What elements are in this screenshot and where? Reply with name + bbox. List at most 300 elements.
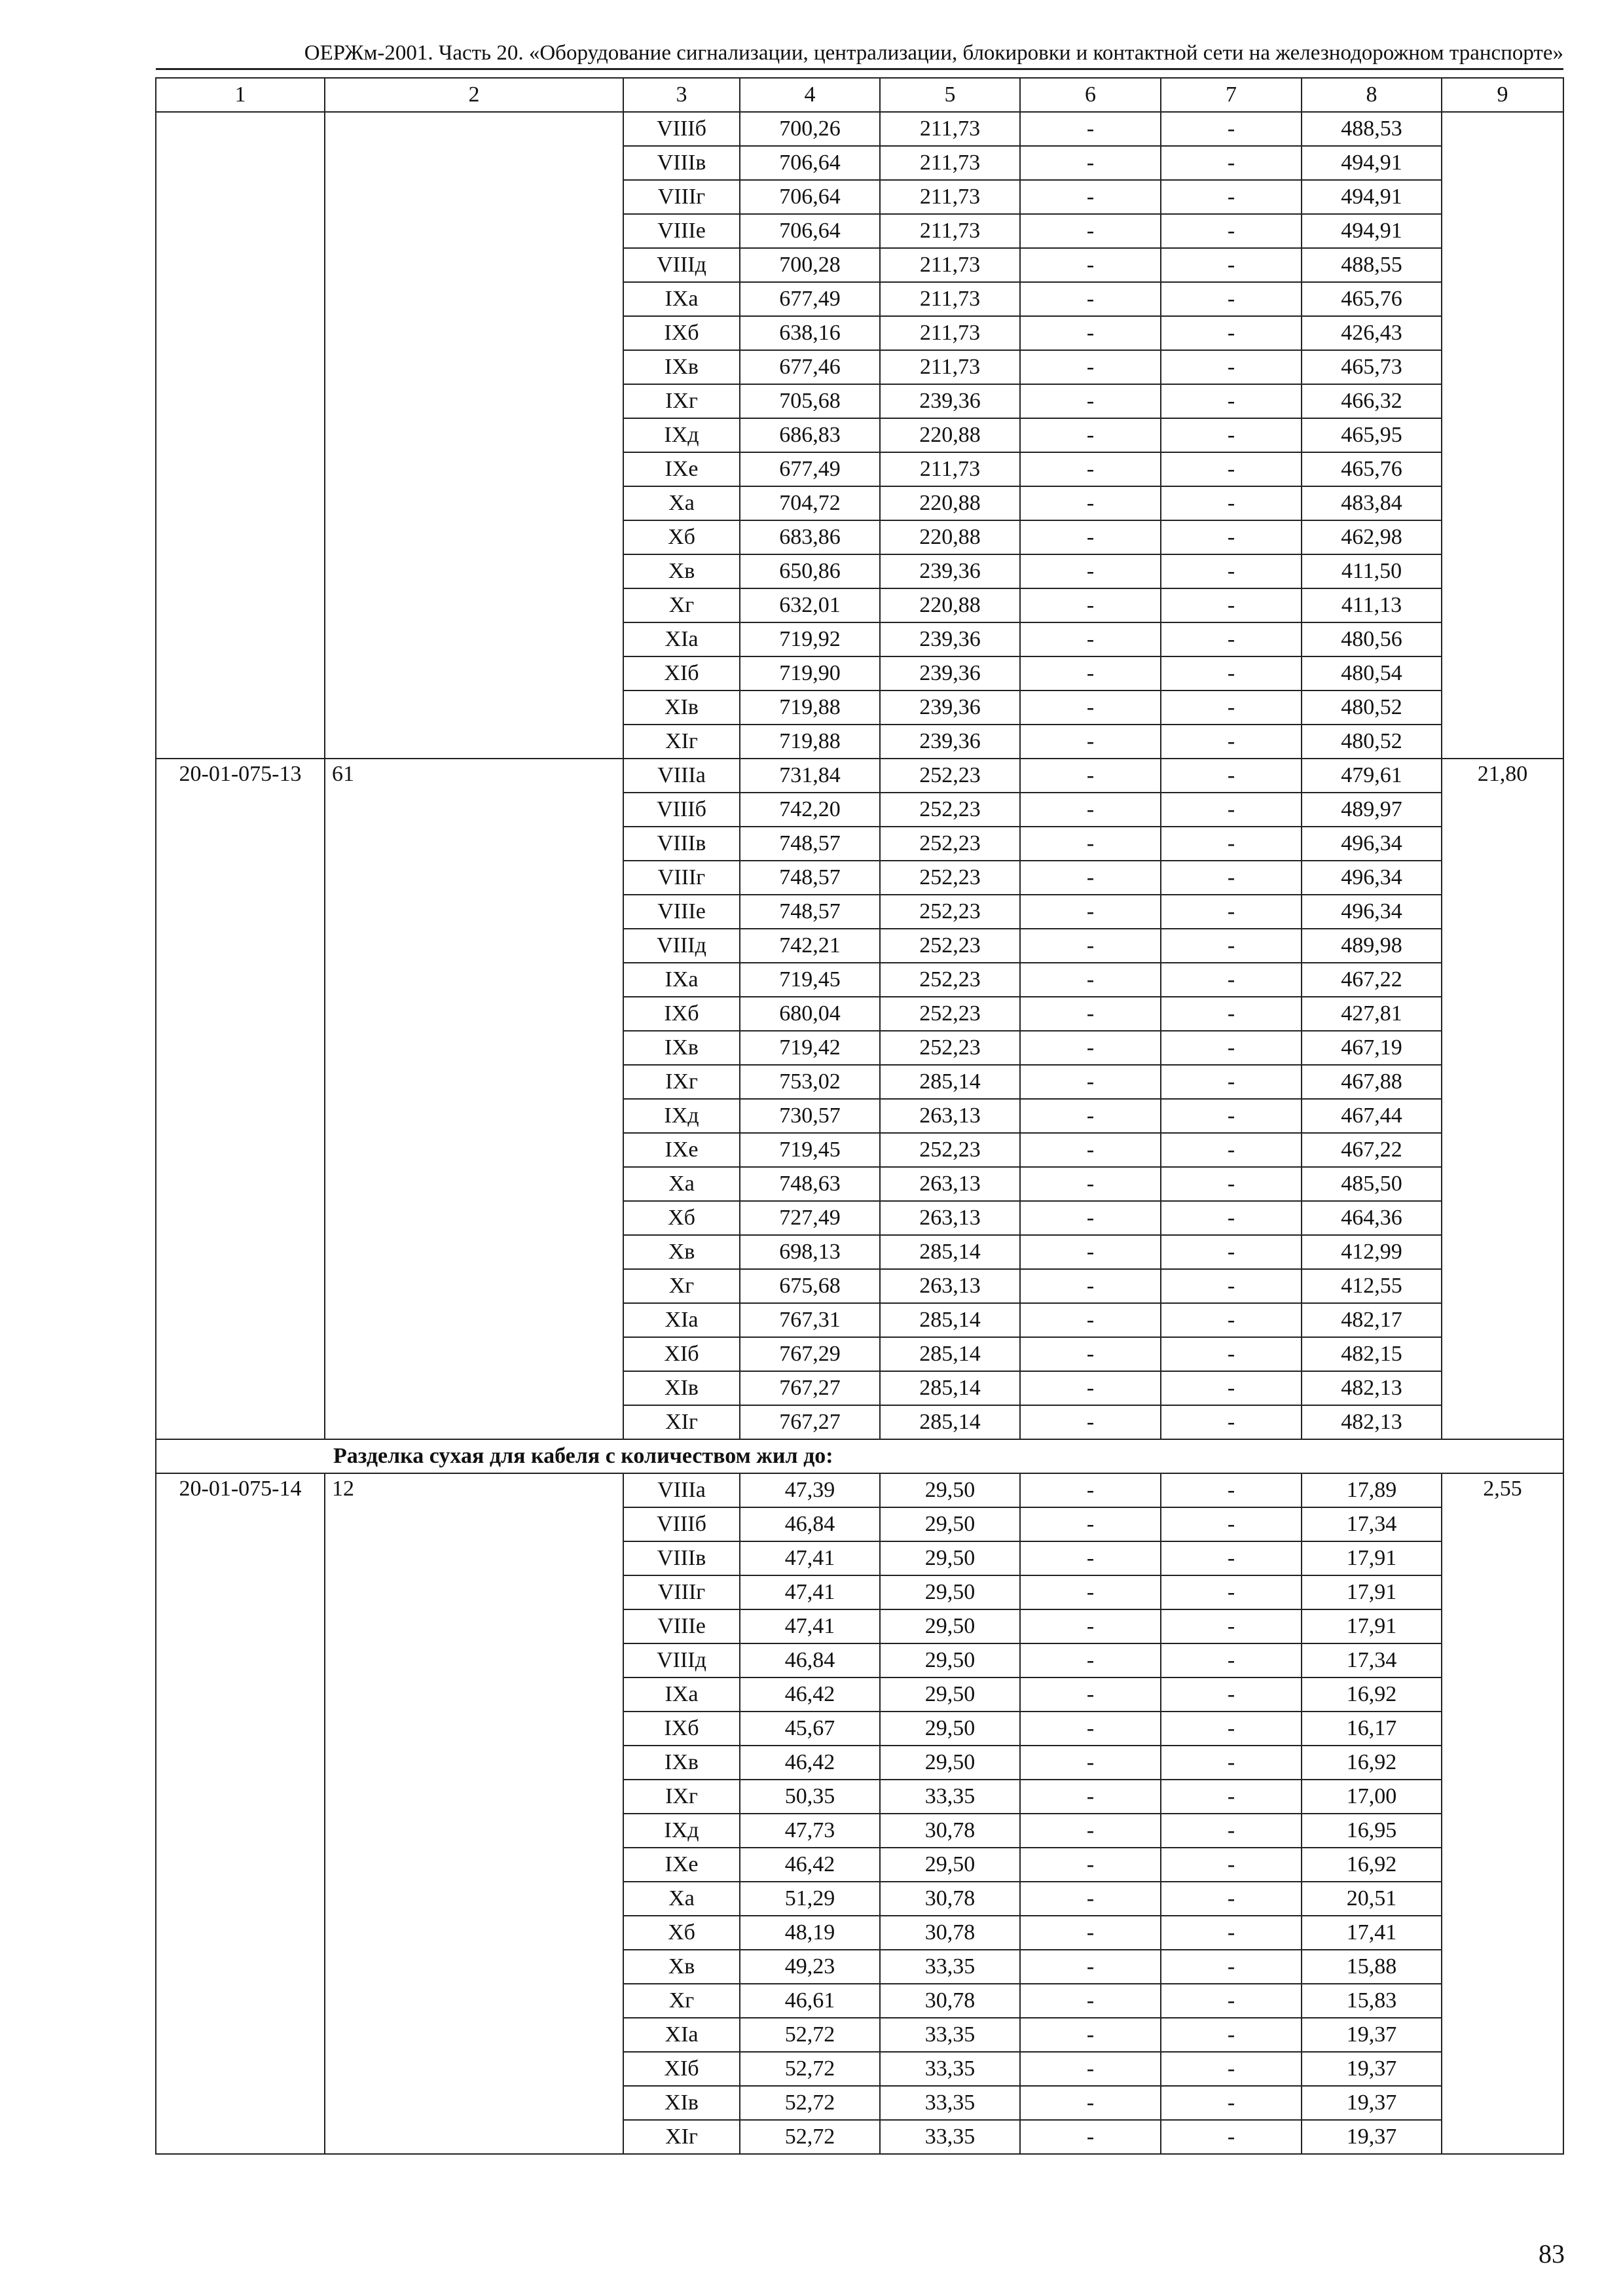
value-cell: 33,35 <box>880 2018 1020 2052</box>
rate-code: 20-01-075-14 <box>156 1473 325 2154</box>
value-cell: - <box>1161 384 1302 418</box>
value-cell: 220,88 <box>880 486 1020 520</box>
region-code: IXе <box>623 1133 740 1167</box>
value-cell: 48,19 <box>740 1916 880 1950</box>
value-cell: 239,36 <box>880 384 1020 418</box>
region-code: IXа <box>623 963 740 997</box>
labor-cost: 2,55 <box>1442 1473 1563 2154</box>
value-cell: 483,84 <box>1302 486 1442 520</box>
value-cell: - <box>1161 1677 1302 1712</box>
value-cell: - <box>1161 656 1302 691</box>
value-cell: 727,49 <box>740 1201 880 1235</box>
value-cell: - <box>1020 861 1161 895</box>
value-cell: - <box>1020 1167 1161 1201</box>
value-cell: 285,14 <box>880 1235 1020 1269</box>
region-code: Xб <box>623 1916 740 1950</box>
value-cell: - <box>1161 452 1302 486</box>
value-cell: - <box>1161 1712 1302 1746</box>
value-cell: 46,84 <box>740 1643 880 1677</box>
value-cell: 16,92 <box>1302 1677 1442 1712</box>
value-cell: 16,92 <box>1302 1746 1442 1780</box>
value-cell: 411,50 <box>1302 554 1442 588</box>
value-cell: 47,41 <box>740 1609 880 1643</box>
value-cell: - <box>1161 316 1302 350</box>
value-cell: - <box>1020 656 1161 691</box>
value-cell: - <box>1161 1167 1302 1201</box>
value-cell: - <box>1020 1916 1161 1950</box>
value-cell: - <box>1020 1541 1161 1575</box>
value-cell: 17,34 <box>1302 1507 1442 1541</box>
value-cell: 252,23 <box>880 861 1020 895</box>
value-cell: 285,14 <box>880 1303 1020 1337</box>
value-cell: - <box>1161 1746 1302 1780</box>
value-cell: 19,37 <box>1302 2018 1442 2052</box>
value-cell: 465,73 <box>1302 350 1442 384</box>
value-cell: 706,64 <box>740 146 880 180</box>
value-cell: 52,72 <box>740 2052 880 2086</box>
value-cell: - <box>1161 486 1302 520</box>
rates-table <box>155 77 1564 2155</box>
value-cell: 285,14 <box>880 1371 1020 1405</box>
region-code: IXе <box>623 1848 740 1882</box>
value-cell: 677,49 <box>740 282 880 316</box>
value-cell: 211,73 <box>880 316 1020 350</box>
value-cell: 19,37 <box>1302 2086 1442 2120</box>
value-cell: - <box>1020 895 1161 929</box>
value-cell: - <box>1161 1031 1302 1065</box>
region-code: IXб <box>623 316 740 350</box>
region-code: IXа <box>623 1677 740 1712</box>
region-code: IXг <box>623 384 740 418</box>
region-code: VIIIа <box>623 1473 740 1507</box>
value-cell: - <box>1161 1575 1302 1609</box>
value-cell: - <box>1161 1882 1302 1916</box>
region-code: Xг <box>623 1269 740 1303</box>
value-cell: 16,17 <box>1302 1712 1442 1746</box>
value-cell: 30,78 <box>880 1814 1020 1848</box>
value-cell: 705,68 <box>740 384 880 418</box>
value-cell: - <box>1161 180 1302 214</box>
region-code: VIIIб <box>623 793 740 827</box>
value-cell: 719,45 <box>740 963 880 997</box>
value-cell: 47,39 <box>740 1473 880 1507</box>
column-number: 7 <box>1161 78 1302 112</box>
value-cell: - <box>1161 1950 1302 1984</box>
region-code: Xв <box>623 1950 740 1984</box>
value-cell: 29,50 <box>880 1746 1020 1780</box>
value-cell: 479,61 <box>1302 759 1442 793</box>
value-cell: 462,98 <box>1302 520 1442 554</box>
value-cell: 698,13 <box>740 1235 880 1269</box>
value-cell: 700,26 <box>740 112 880 146</box>
value-cell: 263,13 <box>880 1201 1020 1235</box>
value-cell: 211,73 <box>880 214 1020 248</box>
value-cell: 50,35 <box>740 1780 880 1814</box>
region-code: Xг <box>623 1984 740 2018</box>
value-cell: - <box>1020 1575 1161 1609</box>
value-cell: - <box>1161 1371 1302 1405</box>
page-number: 83 <box>1539 2239 1565 2269</box>
value-cell: - <box>1161 861 1302 895</box>
value-cell: - <box>1161 622 1302 656</box>
labor-cost: 21,80 <box>1442 759 1563 1439</box>
value-cell: - <box>1020 316 1161 350</box>
column-number: 9 <box>1442 78 1563 112</box>
region-code: XIа <box>623 622 740 656</box>
value-cell: 46,42 <box>740 1677 880 1712</box>
value-cell: 704,72 <box>740 486 880 520</box>
value-cell: 17,91 <box>1302 1575 1442 1609</box>
value-cell: 252,23 <box>880 793 1020 827</box>
value-cell: 742,21 <box>740 929 880 963</box>
region-code: XIв <box>623 1371 740 1405</box>
value-cell: - <box>1020 1848 1161 1882</box>
value-cell: 30,78 <box>880 1882 1020 1916</box>
rate-code <box>156 112 325 759</box>
value-cell: - <box>1161 1065 1302 1099</box>
value-cell: 211,73 <box>880 180 1020 214</box>
value-cell: 17,34 <box>1302 1643 1442 1677</box>
value-cell: 33,35 <box>880 1780 1020 1814</box>
value-cell: 263,13 <box>880 1099 1020 1133</box>
column-number: 5 <box>880 78 1020 112</box>
region-code: IXв <box>623 1746 740 1780</box>
value-cell: - <box>1020 1950 1161 1984</box>
value-cell: 680,04 <box>740 997 880 1031</box>
value-cell: - <box>1161 725 1302 759</box>
value-cell: 33,35 <box>880 2120 1020 2154</box>
value-cell: - <box>1161 2018 1302 2052</box>
value-cell: 29,50 <box>880 1575 1020 1609</box>
value-cell: 748,57 <box>740 827 880 861</box>
value-cell: 412,99 <box>1302 1235 1442 1269</box>
value-cell: - <box>1020 146 1161 180</box>
value-cell: - <box>1161 2086 1302 2120</box>
region-code: IXв <box>623 1031 740 1065</box>
value-cell: - <box>1161 1269 1302 1303</box>
value-cell: 650,86 <box>740 554 880 588</box>
value-cell: 239,36 <box>880 725 1020 759</box>
table-body <box>156 112 1563 2154</box>
value-cell: - <box>1020 486 1161 520</box>
value-cell: 482,15 <box>1302 1337 1442 1371</box>
value-cell: - <box>1161 929 1302 963</box>
value-cell: - <box>1020 1065 1161 1099</box>
column-number-row <box>156 78 1563 112</box>
section-heading: Разделка сухая для кабеля с количеством жил до: <box>156 1439 1563 1473</box>
value-cell: 496,34 <box>1302 861 1442 895</box>
value-cell: 412,55 <box>1302 1269 1442 1303</box>
cable-cores: 61 <box>325 759 623 1439</box>
region-code: IXд <box>623 418 740 452</box>
value-cell: - <box>1020 827 1161 861</box>
value-cell: - <box>1020 1746 1161 1780</box>
value-cell: - <box>1020 1269 1161 1303</box>
value-cell: 496,34 <box>1302 895 1442 929</box>
value-cell: - <box>1161 1780 1302 1814</box>
region-code: IXб <box>623 1712 740 1746</box>
value-cell: 252,23 <box>880 963 1020 997</box>
value-cell: 15,83 <box>1302 1984 1442 2018</box>
value-cell: 719,88 <box>740 691 880 725</box>
region-code: IXг <box>623 1065 740 1099</box>
value-cell: - <box>1020 2120 1161 2154</box>
value-cell: 17,00 <box>1302 1780 1442 1814</box>
value-cell: 677,49 <box>740 452 880 486</box>
value-cell: 211,73 <box>880 452 1020 486</box>
value-cell: 16,95 <box>1302 1814 1442 1848</box>
value-cell: 466,32 <box>1302 384 1442 418</box>
value-cell: - <box>1161 214 1302 248</box>
region-code: VIIIг <box>623 1575 740 1609</box>
value-cell: - <box>1020 1303 1161 1337</box>
value-cell: 494,91 <box>1302 146 1442 180</box>
value-cell: 677,46 <box>740 350 880 384</box>
value-cell: - <box>1020 1405 1161 1439</box>
value-cell: 285,14 <box>880 1065 1020 1099</box>
cable-cores <box>325 112 623 759</box>
value-cell: 482,13 <box>1302 1405 1442 1439</box>
value-cell: 46,61 <box>740 1984 880 2018</box>
value-cell: 686,83 <box>740 418 880 452</box>
value-cell: 465,76 <box>1302 282 1442 316</box>
value-cell: - <box>1020 588 1161 622</box>
value-cell: 239,36 <box>880 622 1020 656</box>
region-code: IXе <box>623 452 740 486</box>
value-cell: 211,73 <box>880 112 1020 146</box>
value-cell: 632,01 <box>740 588 880 622</box>
value-cell: 30,78 <box>880 1916 1020 1950</box>
column-number: 3 <box>623 78 740 112</box>
value-cell: 467,44 <box>1302 1099 1442 1133</box>
value-cell: - <box>1161 1814 1302 1848</box>
value-cell: 46,42 <box>740 1746 880 1780</box>
table-row <box>156 759 1563 793</box>
value-cell: - <box>1161 1984 1302 2018</box>
value-cell: 488,53 <box>1302 112 1442 146</box>
region-code: VIIIд <box>623 929 740 963</box>
value-cell: - <box>1161 418 1302 452</box>
region-code: Xа <box>623 486 740 520</box>
value-cell: - <box>1020 452 1161 486</box>
value-cell: - <box>1161 1609 1302 1643</box>
region-code: VIIIв <box>623 1541 740 1575</box>
value-cell: 15,88 <box>1302 1950 1442 1984</box>
region-code: Xв <box>623 554 740 588</box>
region-code: XIб <box>623 2052 740 2086</box>
value-cell: - <box>1020 520 1161 554</box>
value-cell: - <box>1161 282 1302 316</box>
value-cell: - <box>1020 214 1161 248</box>
value-cell: - <box>1020 929 1161 963</box>
value-cell: 494,91 <box>1302 180 1442 214</box>
region-code: VIIIб <box>623 1507 740 1541</box>
value-cell: - <box>1161 1099 1302 1133</box>
value-cell: 467,88 <box>1302 1065 1442 1099</box>
region-code: VIIIд <box>623 1643 740 1677</box>
region-code: XIг <box>623 2120 740 2154</box>
value-cell: 17,41 <box>1302 1916 1442 1950</box>
region-code: XIг <box>623 1405 740 1439</box>
value-cell: - <box>1020 1677 1161 1712</box>
value-cell: - <box>1161 1541 1302 1575</box>
region-code: XIб <box>623 1337 740 1371</box>
value-cell: 467,19 <box>1302 1031 1442 1065</box>
value-cell: 29,50 <box>880 1848 1020 1882</box>
value-cell: 719,92 <box>740 622 880 656</box>
value-cell: - <box>1020 1337 1161 1371</box>
region-code: XIа <box>623 1303 740 1337</box>
value-cell: 29,50 <box>880 1473 1020 1507</box>
value-cell: 285,14 <box>880 1337 1020 1371</box>
region-code: VIIIе <box>623 1609 740 1643</box>
value-cell: 767,29 <box>740 1337 880 1371</box>
value-cell: - <box>1161 1303 1302 1337</box>
value-cell: - <box>1020 1507 1161 1541</box>
value-cell: 742,20 <box>740 793 880 827</box>
value-cell: 49,23 <box>740 1950 880 1984</box>
value-cell: 467,22 <box>1302 963 1442 997</box>
value-cell: 252,23 <box>880 827 1020 861</box>
value-cell: - <box>1161 1133 1302 1167</box>
value-cell: 220,88 <box>880 588 1020 622</box>
value-cell: 46,42 <box>740 1848 880 1882</box>
value-cell: - <box>1161 146 1302 180</box>
value-cell: 496,34 <box>1302 827 1442 861</box>
value-cell: 411,13 <box>1302 588 1442 622</box>
value-cell: 489,97 <box>1302 793 1442 827</box>
value-cell: 706,64 <box>740 214 880 248</box>
value-cell: 719,90 <box>740 656 880 691</box>
value-cell: 480,56 <box>1302 622 1442 656</box>
table-row <box>156 112 1563 146</box>
value-cell: 465,76 <box>1302 452 1442 486</box>
value-cell: - <box>1020 2052 1161 2086</box>
value-cell: 17,89 <box>1302 1473 1442 1507</box>
value-cell: 252,23 <box>880 997 1020 1031</box>
value-cell: 252,23 <box>880 759 1020 793</box>
column-number: 4 <box>740 78 880 112</box>
value-cell: 675,68 <box>740 1269 880 1303</box>
region-code: IXа <box>623 282 740 316</box>
value-cell: 220,88 <box>880 418 1020 452</box>
value-cell: - <box>1020 418 1161 452</box>
value-cell: - <box>1161 588 1302 622</box>
value-cell: 482,13 <box>1302 1371 1442 1405</box>
region-code: Xг <box>623 588 740 622</box>
value-cell: 239,36 <box>880 691 1020 725</box>
value-cell: 467,22 <box>1302 1133 1442 1167</box>
running-header: ОЕРЖм-2001. Часть 20. «Оборудование сигнализации, централизации, блокировки и контактной сети на железнодорожном транспорте» <box>156 38 1563 70</box>
value-cell: 683,86 <box>740 520 880 554</box>
region-code: VIIIв <box>623 146 740 180</box>
value-cell: 47,73 <box>740 1814 880 1848</box>
value-cell: 52,72 <box>740 2120 880 2154</box>
column-number: 1 <box>156 78 325 112</box>
value-cell: 52,72 <box>740 2018 880 2052</box>
region-code: Xв <box>623 1235 740 1269</box>
value-cell: - <box>1020 1201 1161 1235</box>
value-cell: - <box>1161 963 1302 997</box>
value-cell: 29,50 <box>880 1712 1020 1746</box>
cable-cores: 12 <box>325 1473 623 2154</box>
value-cell: 33,35 <box>880 1950 1020 1984</box>
region-code: VIIIб <box>623 112 740 146</box>
value-cell: 748,63 <box>740 1167 880 1201</box>
value-cell: 426,43 <box>1302 316 1442 350</box>
value-cell: 29,50 <box>880 1677 1020 1712</box>
value-cell: 252,23 <box>880 895 1020 929</box>
value-cell: - <box>1020 1371 1161 1405</box>
value-cell: - <box>1020 793 1161 827</box>
value-cell: - <box>1020 1984 1161 2018</box>
value-cell: - <box>1020 1235 1161 1269</box>
region-code: XIв <box>623 2086 740 2120</box>
column-number: 6 <box>1020 78 1161 112</box>
value-cell: - <box>1020 282 1161 316</box>
value-cell: - <box>1161 1643 1302 1677</box>
value-cell: 638,16 <box>740 316 880 350</box>
region-code: VIIIе <box>623 895 740 929</box>
value-cell: - <box>1020 1133 1161 1167</box>
value-cell: 480,54 <box>1302 656 1442 691</box>
value-cell: 211,73 <box>880 282 1020 316</box>
value-cell: - <box>1020 622 1161 656</box>
value-cell: 263,13 <box>880 1167 1020 1201</box>
value-cell: 16,92 <box>1302 1848 1442 1882</box>
value-cell: - <box>1020 384 1161 418</box>
region-code: Xб <box>623 1201 740 1235</box>
region-code: XIа <box>623 2018 740 2052</box>
value-cell: 239,36 <box>880 554 1020 588</box>
value-cell: 494,91 <box>1302 214 1442 248</box>
value-cell: 211,73 <box>880 248 1020 282</box>
value-cell: 748,57 <box>740 895 880 929</box>
value-cell: - <box>1161 1916 1302 1950</box>
value-cell: - <box>1161 1235 1302 1269</box>
value-cell: - <box>1020 2086 1161 2120</box>
value-cell: - <box>1020 963 1161 997</box>
value-cell: 427,81 <box>1302 997 1442 1031</box>
value-cell: 480,52 <box>1302 725 1442 759</box>
region-code: VIIIг <box>623 180 740 214</box>
value-cell: - <box>1020 997 1161 1031</box>
column-number: 2 <box>325 78 623 112</box>
value-cell: 29,50 <box>880 1609 1020 1643</box>
value-cell: 17,91 <box>1302 1541 1442 1575</box>
region-code: XIв <box>623 691 740 725</box>
value-cell: 488,55 <box>1302 248 1442 282</box>
value-cell: 220,88 <box>880 520 1020 554</box>
region-code: IXв <box>623 350 740 384</box>
region-code: IXд <box>623 1814 740 1848</box>
value-cell: - <box>1161 1201 1302 1235</box>
column-number: 8 <box>1302 78 1442 112</box>
value-cell: - <box>1161 1848 1302 1882</box>
region-code: Xб <box>623 520 740 554</box>
value-cell: 211,73 <box>880 350 1020 384</box>
value-cell: 252,23 <box>880 1133 1020 1167</box>
value-cell: 17,91 <box>1302 1609 1442 1643</box>
value-cell: 52,72 <box>740 2086 880 2120</box>
value-cell: - <box>1161 112 1302 146</box>
value-cell: 30,78 <box>880 1984 1020 2018</box>
value-cell: - <box>1020 554 1161 588</box>
section-heading-row <box>156 1439 1563 1473</box>
value-cell: - <box>1161 520 1302 554</box>
value-cell: 719,42 <box>740 1031 880 1065</box>
value-cell: 753,02 <box>740 1065 880 1099</box>
